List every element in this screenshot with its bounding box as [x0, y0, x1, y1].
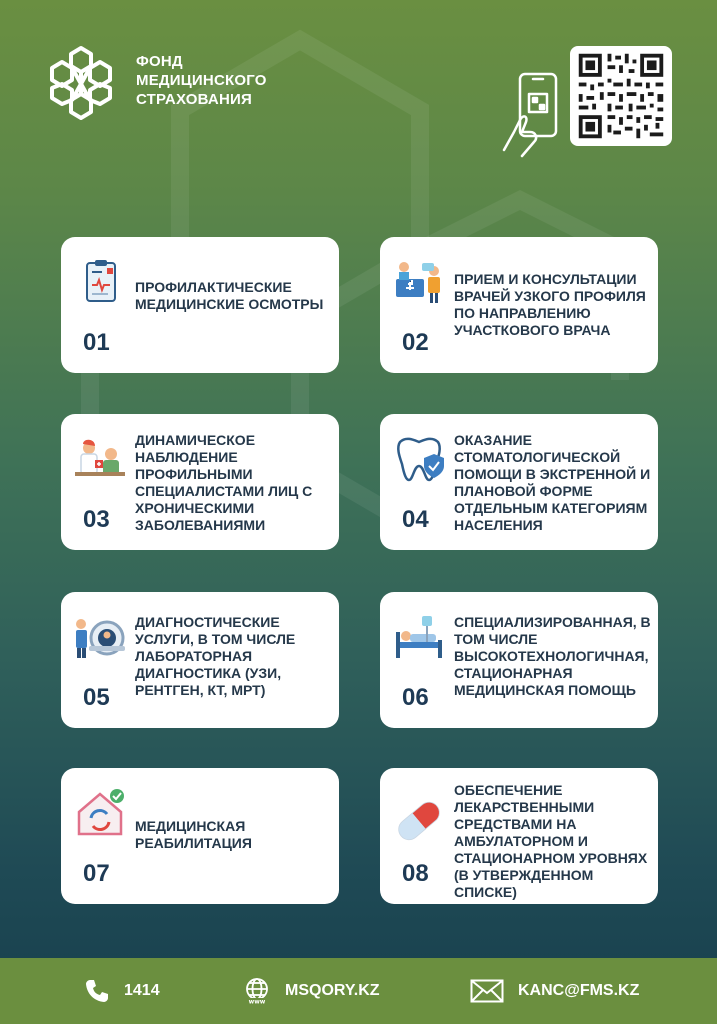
service-card-number: 06: [402, 684, 429, 711]
service-card-02: [380, 237, 658, 373]
website-link[interactable]: MSQORY.KZ: [285, 982, 380, 999]
service-card-text: ОКАЗАНИЕ СТОМАТОЛОГИЧЕСКОЙ ПОМОЩИ В ЭКСТРЕННОЙ И ПЛАНОВОЙ ФОРМЕ ОТДЕЛЬНЫМ КАТЕГОРИЯМ НАСЕЛЕНИЯ: [454, 432, 651, 533]
clipboard-heart-icon: [73, 257, 127, 307]
phone-icon: [84, 978, 110, 1004]
service-card-text: ПРИЕМ И КОНСУЛЬТАЦИИ ВРАЧЕЙ УЗКОГО ПРОФИЛЯ ПО НАПРАВЛЕНИЮ УЧАСТКОВОГО ВРАЧА: [454, 271, 646, 338]
qr-code[interactable]: [570, 46, 672, 146]
organization-name-line1: ФОНД: [136, 53, 183, 70]
svg-text:www: www: [248, 998, 266, 1005]
service-card-07: [61, 768, 339, 904]
organization-name-line3: СТРАХОВАНИЯ: [136, 91, 252, 108]
email-link[interactable]: KANC@FMS.KZ: [518, 982, 640, 999]
hospital-bed-icon: [392, 612, 446, 662]
service-card-04: [380, 414, 658, 550]
tooth-shield-icon: [392, 434, 446, 484]
footer-phone[interactable]: [84, 976, 160, 1006]
service-card-text: СПЕЦИАЛИЗИРОВАННАЯ, В ТОМ ЧИСЛЕ ВЫСОКОТЕХНОЛОГИЧНАЯ, СТАЦИОНАРНАЯ МЕДИЦИНСКАЯ ПОМОЩЬ: [454, 614, 651, 698]
organization-name: [136, 52, 267, 109]
service-card-text: ДИАГНОСТИЧЕСКИЕ УСЛУГИ, В ТОМ ЧИСЛЕ ЛАБОРАТОРНАЯ ДИАГНОСТИКА (УЗИ, РЕНТГЕН, КТ, МРТ): [135, 614, 296, 698]
service-card-number: 07: [83, 860, 110, 887]
pill-capsule-icon: [392, 796, 446, 846]
footer-contacts: [0, 958, 717, 1024]
service-card-08: [380, 768, 658, 904]
service-card-text: ОБЕСПЕЧЕНИЕ ЛЕКАРСТВЕННЫМИ СРЕДСТВАМИ НА АМБУЛАТОРНОМ И СТАЦИОНАРНОМ УРОВНЯХ (В УТВЕРЖДЕННОМ СПИСКЕ): [454, 782, 648, 900]
service-card-text: ПРОФИЛАКТИЧЕСКИЕ МЕДИЦИНСКИЕ ОСМОТРЫ: [135, 279, 324, 312]
service-card-number: 08: [402, 860, 429, 887]
footer-website[interactable]: [243, 976, 380, 1006]
service-card-03: [61, 414, 339, 550]
doctor-consultation-icon: [392, 257, 446, 307]
phone-scan-icon: [500, 70, 568, 160]
footer-email[interactable]: [470, 976, 639, 1006]
mri-scanner-icon: [73, 612, 127, 662]
service-card-number: 02: [402, 329, 429, 356]
phone-number: 1414: [124, 982, 160, 999]
service-card-06: [380, 592, 658, 728]
organization-name-line2: МЕДИЦИНСКОГО: [136, 72, 267, 89]
doctor-patient-icon: [73, 434, 127, 484]
home-rehabilitation-icon: [73, 788, 127, 838]
service-card-01: [61, 237, 339, 373]
service-card-05: [61, 592, 339, 728]
envelope-icon: [470, 979, 504, 1003]
globe-www-icon: [243, 977, 271, 1005]
service-card-text: ДИНАМИЧЕСКОЕ НАБЛЮДЕНИЕ ПРОФИЛЬНЫМИ СПЕЦИАЛИСТАМИ ЛИЦ С ХРОНИЧЕСКИМИ ЗАБОЛЕВАНИЯМИ: [135, 432, 313, 533]
fund-logo-icon: [44, 44, 118, 122]
service-card-number: 03: [83, 506, 110, 533]
service-card-text: МЕДИЦИНСКАЯ РЕАБИЛИТАЦИЯ: [135, 818, 252, 851]
service-card-number: 01: [83, 329, 110, 356]
service-card-number: 05: [83, 684, 110, 711]
service-card-number: 04: [402, 506, 429, 533]
